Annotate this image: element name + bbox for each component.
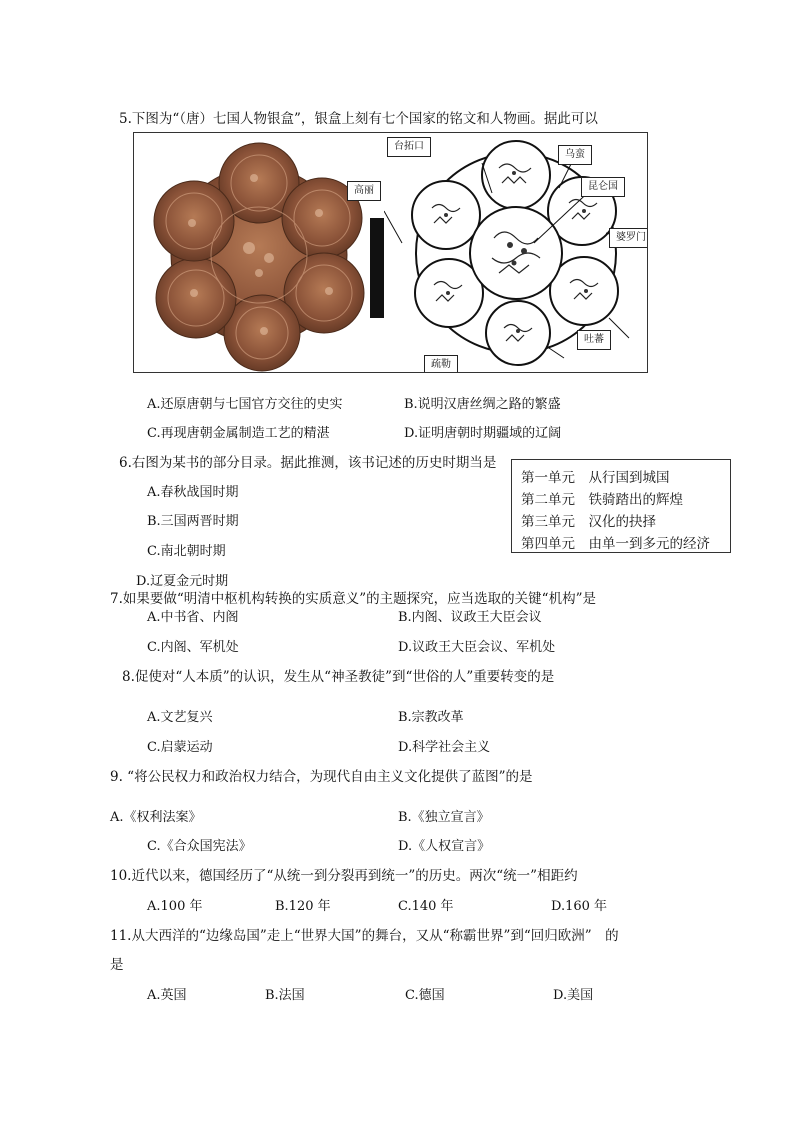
toc-unit-1: 第一单元 从行国到城国 — [521, 470, 670, 486]
q8-stem: 8.促使对“人本质”的认识，发生从“神圣教徒”到“世俗的人”重要转变的是 — [122, 669, 555, 685]
q10-option-b[interactable]: B.120 年 — [275, 899, 331, 914]
label-taitoukou: 台拓口 — [387, 137, 431, 157]
toc-unit-3: 第三单元 汉化的抉择 — [521, 514, 656, 530]
q10-option-a[interactable]: A.100 年 — [147, 899, 203, 914]
q11-option-d[interactable]: D.美国 — [553, 988, 594, 1003]
q10-option-c[interactable]: C.140 年 — [398, 899, 454, 914]
toc-unit-2: 第二单元 铁骑踏出的辉煌 — [521, 492, 683, 508]
q11-option-c[interactable]: C.德国 — [405, 988, 445, 1003]
q11-option-b[interactable]: B.法国 — [265, 988, 305, 1003]
label-tubo: 吐蕃 — [577, 330, 611, 350]
label-kunlun: 昆仑国 — [581, 177, 625, 197]
q7-option-a[interactable]: A.中书省、内阁 — [147, 610, 239, 625]
book-table-of-contents — [511, 459, 731, 553]
silver-box-photo-icon — [134, 133, 384, 372]
q9-option-c[interactable]: C.《合众国宪法》 — [147, 839, 252, 854]
q11-option-a[interactable]: A.英国 — [147, 988, 187, 1003]
q6-option-c[interactable]: C.南北朝时期 — [147, 544, 226, 559]
label-shule: 疏勒 — [424, 355, 458, 373]
q6-option-b[interactable]: B.三国两晋时期 — [147, 514, 239, 529]
q7-stem: 7.如果要做“明清中枢机构转换的实质意义”的主题探究，应当选取的关键“机构”是 — [110, 591, 596, 607]
q8-option-d[interactable]: D.科学社会主义 — [398, 740, 491, 755]
q6-option-a[interactable]: A.春秋战国时期 — [147, 485, 239, 500]
q5-option-a[interactable]: A.还原唐朝与七国官方交往的史实 — [147, 397, 343, 412]
q6-option-d[interactable]: D.辽夏金元时期 — [136, 574, 229, 589]
q8-option-c[interactable]: C.启蒙运动 — [147, 740, 213, 755]
label-poluomen: 婆罗门 — [609, 228, 648, 248]
label-wuman: 乌蛮 — [558, 145, 592, 165]
q11-stem-line1: 11.从大西洋的“边缘岛国”走上“世界大国”的舞台，又从“称霸世界”到“回归欧洲” 的 — [110, 928, 619, 944]
q5-option-d[interactable]: D.证明唐朝时期疆域的辽阔 — [404, 426, 562, 441]
q9-option-d[interactable]: D.《人权宣言》 — [398, 839, 491, 854]
q6-stem: 6.右图为某书的部分目录。据此推测，该书记述的历史时期当是 — [119, 455, 497, 471]
q8-option-b[interactable]: B.宗教改革 — [398, 710, 464, 725]
q8-option-a[interactable]: A.文艺复兴 — [147, 710, 213, 725]
q10-option-d[interactable]: D.160 年 — [551, 899, 608, 914]
label-gaoli: 高丽 — [347, 181, 381, 201]
q9-option-a[interactable]: A.《权利法案》 — [110, 810, 202, 825]
silver-box-figure — [133, 132, 648, 373]
q7-option-d[interactable]: D.议政王大臣会议、军机处 — [398, 640, 556, 655]
q9-option-b[interactable]: B.《独立宣言》 — [398, 810, 490, 825]
q5-option-c[interactable]: C.再现唐朝金属制造工艺的精湛 — [147, 426, 330, 441]
q5-stem: 5.下图为“（唐）七国人物银盒”，银盒上刻有七个国家的铭文和人物画。据此可以 — [119, 111, 598, 127]
q9-stem: 9. “将公民权力和政治权力结合，为现代自由主义文化提供了蓝图”的是 — [110, 769, 533, 785]
q7-option-b[interactable]: B.内阁、议政王大臣会议 — [398, 610, 542, 625]
toc-unit-4: 第四单元 由单一到多元的经济 — [521, 536, 710, 552]
q5-option-b[interactable]: B.说明汉唐丝绸之路的繁盛 — [404, 397, 561, 412]
q10-stem: 10.近代以来，德国经历了“从统一到分裂再到统一”的历史。两次“统一”相距约 — [110, 868, 578, 884]
q11-stem-line2: 是 — [110, 957, 124, 973]
q7-option-c[interactable]: C.内阁、军机处 — [147, 640, 239, 655]
